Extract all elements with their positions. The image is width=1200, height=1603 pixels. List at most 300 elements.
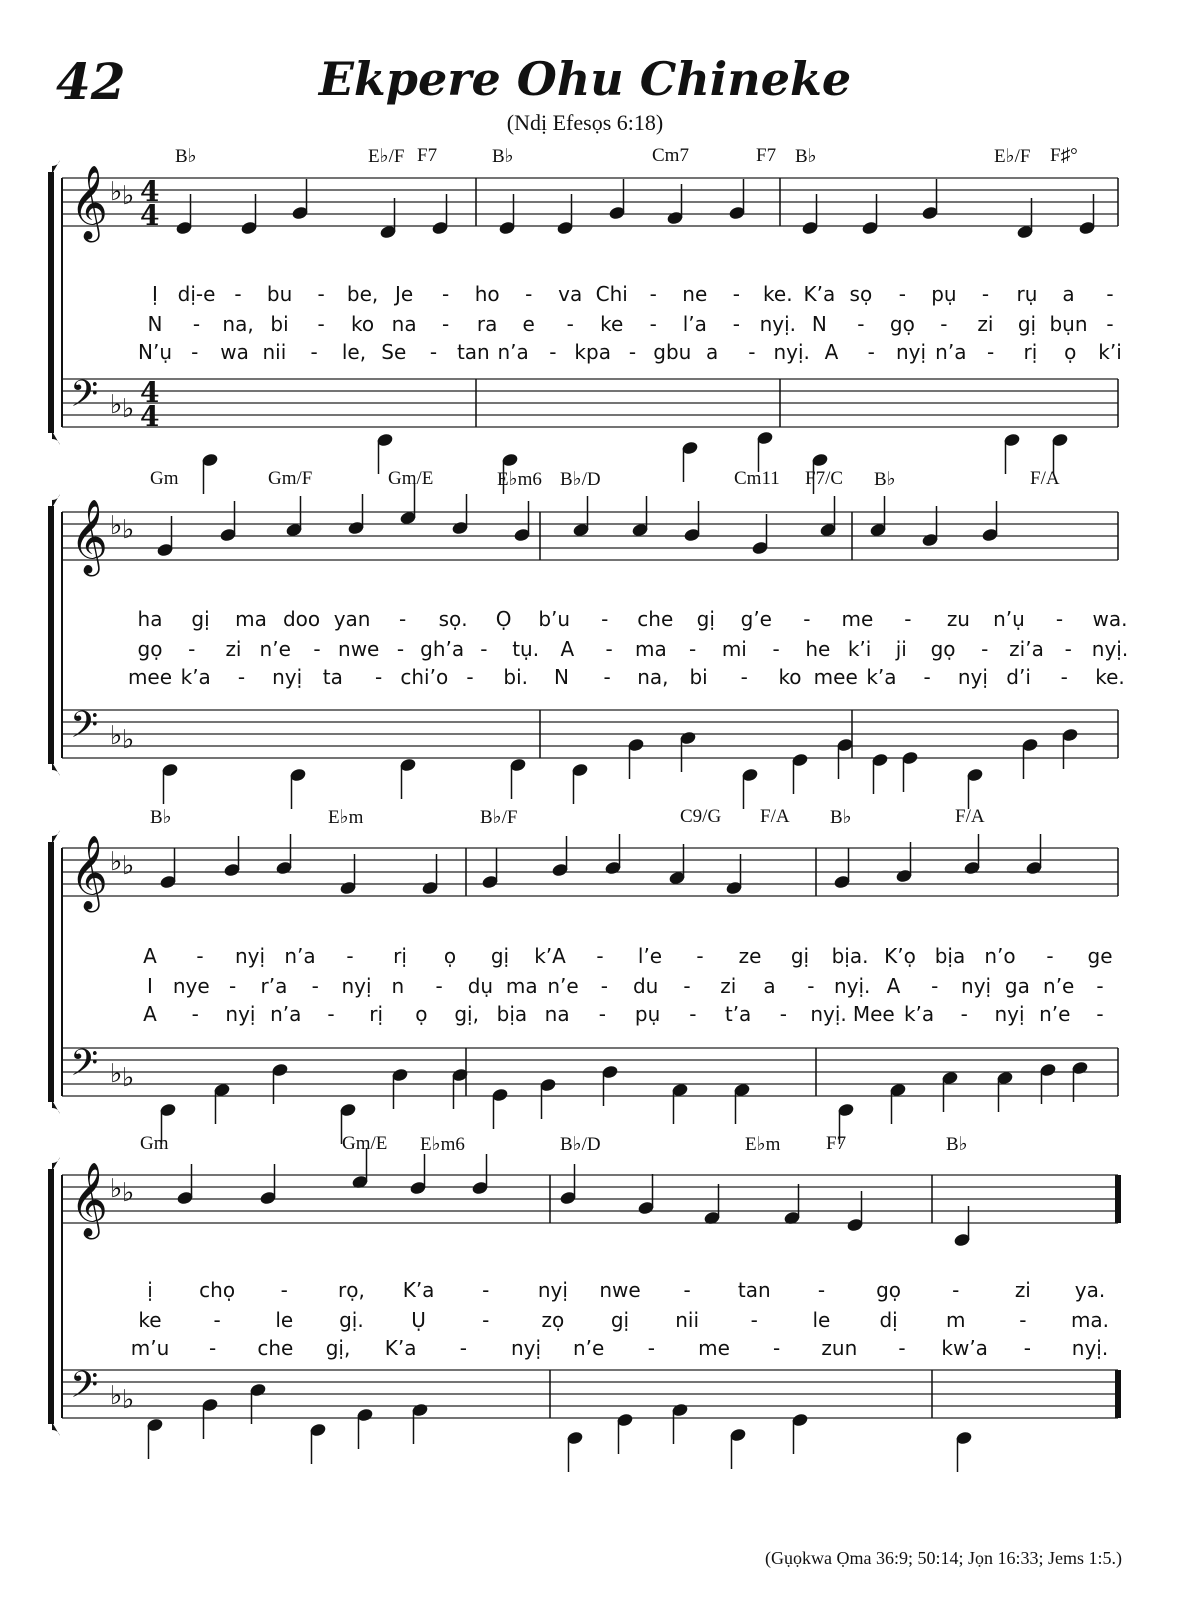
lyric-syllable: - — [732, 312, 740, 336]
lyric-syllable: gọ — [889, 312, 915, 336]
lyric-syllable: - — [1055, 607, 1064, 631]
lyric-syllable: ya. — [1074, 1278, 1106, 1302]
chord-symbol: E♭/F — [994, 146, 1031, 167]
lyric-syllable: - — [696, 944, 704, 968]
lyric-syllable: bịa — [934, 944, 966, 968]
bracket-top — [52, 1157, 60, 1171]
lyric-syllable: Chi — [595, 282, 628, 306]
lyric-syllable: - — [1064, 637, 1072, 661]
lyric-syllable: - — [600, 974, 608, 998]
time-signature-bottom: 4 — [140, 199, 160, 232]
lyric-syllable: - — [649, 282, 657, 306]
lyric-syllable: ma — [235, 607, 267, 631]
lyric-syllable: n’a — [270, 1002, 302, 1026]
lyric-syllable: - — [466, 665, 474, 689]
lyric-syllable: zu — [946, 607, 970, 631]
lyric-syllable: bi — [270, 312, 289, 336]
flat-icon: ♭ — [110, 1059, 123, 1089]
flat-icon: ♭ — [122, 181, 135, 211]
lyric-syllable: - — [482, 1308, 490, 1332]
lyric-syllable: K’a — [384, 1336, 417, 1360]
lyric-syllable: - — [750, 1308, 758, 1332]
lyric-syllable: kpa — [574, 340, 611, 364]
lyric-syllable: he — [805, 637, 831, 661]
lyric-syllable: k’a — [903, 1002, 935, 1026]
lyric-syllable: bi. — [503, 665, 529, 689]
system-bracket — [48, 842, 54, 1102]
chord-symbol: Gm/F — [268, 468, 313, 489]
lyric-syllable: - — [1060, 665, 1068, 689]
bracket-bottom — [52, 1422, 60, 1436]
lyric-syllable: bụn — [1049, 312, 1088, 336]
flat-icon: ♭ — [122, 1063, 135, 1093]
lyric-syllable: - — [981, 637, 989, 661]
lyric-syllable: N — [147, 312, 163, 336]
lyric-syllable: - — [188, 637, 196, 661]
lyric-syllable: zi’a — [1009, 637, 1044, 661]
lyric-syllable: - — [601, 607, 609, 631]
lyric-syllable: - — [683, 1278, 691, 1302]
lyric-syllable: r’a — [260, 974, 288, 998]
lyric-syllable: - — [807, 974, 815, 998]
lyric-syllable: le — [275, 1308, 294, 1332]
lyric-syllable: zọ — [541, 1308, 565, 1332]
chord-symbol: F♯° — [1050, 145, 1078, 166]
lyric-syllable: wa. — [1092, 607, 1128, 631]
lyric-syllable: - — [327, 1002, 335, 1026]
lyric-syllable: ị — [147, 1278, 153, 1302]
lyric-syllable: tan — [737, 1278, 771, 1302]
lyric-syllable: n’e — [547, 974, 579, 998]
lyric-syllable: ọ — [1064, 340, 1077, 364]
lyric-syllable: me — [841, 607, 874, 631]
lyric-syllable: m’u — [130, 1336, 170, 1360]
lyric-syllable: nyị. — [759, 312, 797, 336]
lyric-syllable: ko — [351, 312, 375, 336]
chord-symbol: B♭ — [874, 469, 896, 490]
lyric-syllable: k’A — [534, 944, 566, 968]
lyric-syllable: nyị. — [833, 974, 871, 998]
lyric-syllable: - — [803, 607, 811, 631]
lyric-syllable: - — [196, 944, 204, 968]
system-bracket — [48, 1169, 54, 1424]
treble-clef-icon: 𝄞 — [70, 166, 108, 240]
bracket-top — [52, 830, 60, 844]
lyric-syllable: yan — [333, 607, 371, 631]
chord-symbol: B♭/D — [560, 469, 601, 490]
lyric-syllable: nwe — [338, 637, 380, 661]
time-signature-top: 4 — [140, 175, 160, 208]
chord-symbol: Gm — [140, 1133, 169, 1154]
lyric-syllable: zi — [1014, 1278, 1031, 1302]
lyric-syllable: Mee — [852, 1002, 895, 1026]
lyric-syllable: bịa — [496, 1002, 528, 1026]
lyric-syllable: Je — [395, 282, 414, 306]
lyric-syllable: - — [857, 312, 865, 336]
lyric-syllable: K’ọ — [884, 944, 916, 968]
lyric-syllable: t’a — [724, 1002, 752, 1026]
lyric-syllable: rị — [369, 1002, 384, 1026]
chord-symbol: F/A — [955, 806, 985, 827]
lyric-syllable: kw’a — [941, 1336, 988, 1360]
lyric-syllable: le — [812, 1308, 831, 1332]
system-bracket — [48, 172, 54, 433]
lyric-syllable: ne — [682, 282, 708, 306]
lyric-syllable: - — [442, 312, 450, 336]
lyric-syllable: gị — [610, 1308, 630, 1332]
lyric-syllable: a — [763, 974, 776, 998]
chord-symbol: F7/C — [805, 468, 844, 489]
lyric-syllable: che — [257, 1336, 294, 1360]
chord-symbol: E♭m6 — [420, 1134, 465, 1155]
lyric-syllable: - — [346, 944, 354, 968]
lyric-syllable: gbu — [653, 340, 692, 364]
lyric-syllable: nyị — [272, 665, 303, 689]
lyric-syllable: - — [931, 974, 939, 998]
lyric-syllable: - — [442, 282, 450, 306]
lyric-syllable: va — [558, 282, 583, 306]
lyric-syllable: A — [886, 974, 901, 998]
lyric-syllable: n’e — [1043, 974, 1075, 998]
chord-symbol: F7 — [826, 1133, 847, 1154]
lyric-syllable: pụ — [931, 282, 957, 306]
flat-icon: ♭ — [122, 394, 135, 424]
lyric-syllable: nyị — [537, 1278, 568, 1302]
lyric-syllable: dị-e — [177, 282, 216, 306]
lyric-syllable: K’a — [803, 282, 836, 306]
lyric-syllable: Se — [381, 340, 407, 364]
lyric-syllable: chọ — [199, 1278, 236, 1302]
lyric-syllable: - — [596, 944, 604, 968]
lyric-syllable: dụ — [467, 974, 494, 998]
chord-symbol: E♭m — [745, 1134, 781, 1155]
lyric-syllable: - — [748, 340, 756, 364]
lyric-syllable: - — [1019, 1308, 1027, 1332]
lyric-syllable: gị — [1017, 312, 1037, 336]
lyric-syllable: n’e — [1039, 1002, 1071, 1026]
chord-symbol: Cm11 — [734, 468, 780, 489]
lyric-syllable: be, — [346, 282, 379, 306]
lyric-syllable: rị — [393, 944, 407, 968]
lyric-syllable: - — [280, 1278, 288, 1302]
lyric-syllable: - — [898, 1336, 906, 1360]
lyric-syllable: nwe — [599, 1278, 641, 1302]
lyric-syllable: - — [772, 637, 780, 661]
lyric-syllable: n’o — [984, 944, 1016, 968]
lyric-syllable: - — [317, 282, 325, 306]
flat-icon: ♭ — [110, 721, 123, 751]
chord-symbol: C9/G — [680, 806, 722, 827]
chord-symbol: F/A — [760, 806, 790, 827]
chord-symbol: F7 — [417, 145, 438, 166]
chord-symbol: B♭ — [175, 146, 197, 167]
lyric-syllable: - — [649, 312, 657, 336]
chord-symbol: E♭m6 — [497, 469, 542, 490]
lyric-syllable: ze — [738, 944, 762, 968]
lyric-syllable: ke — [138, 1308, 162, 1332]
lyric-syllable: Ị — [152, 282, 158, 306]
lyric-syllable: ọ — [443, 944, 457, 968]
lyric-syllable: doo — [282, 607, 321, 631]
lyric-syllable: n’a — [497, 340, 529, 364]
bracket-bottom — [52, 431, 60, 445]
lyric-syllable: - — [773, 1336, 781, 1360]
chord-symbol: E♭/F — [368, 146, 405, 167]
lyric-syllable: ma. — [1070, 1308, 1110, 1332]
chord-symbol: Gm/E — [342, 1133, 388, 1154]
lyric-syllable: d’i — [1006, 665, 1031, 689]
lyric-syllable: dị — [879, 1308, 898, 1332]
lyric-syllable: A — [143, 944, 157, 968]
lyric-syllable: pụ — [634, 1002, 661, 1026]
treble-clef-icon: 𝄞 — [70, 500, 108, 574]
lyric-syllable: ji — [895, 637, 907, 661]
lyric-syllable: gị, — [325, 1336, 351, 1360]
flat-icon: ♭ — [122, 851, 135, 881]
lyric-syllable: - — [1096, 974, 1104, 998]
lyric-syllable: - — [209, 1336, 217, 1360]
chord-symbol: B♭ — [492, 146, 514, 167]
lyric-syllable: bu — [266, 282, 293, 306]
lyric-syllable: me — [698, 1336, 730, 1360]
lyric-syllable: nyị — [994, 1002, 1025, 1026]
lyric-syllable: - — [1046, 944, 1054, 968]
lyric-syllable: Ụ — [411, 1308, 426, 1332]
flat-icon: ♭ — [110, 1174, 123, 1204]
lyric-syllable: wa — [220, 340, 249, 364]
lyric-syllable: - — [817, 1278, 826, 1302]
lyric-syllable: rị — [1023, 340, 1038, 364]
lyric-syllable: - — [603, 665, 611, 689]
lyric-syllable: rọ, — [338, 1278, 365, 1302]
lyric-syllable: du — [632, 974, 659, 998]
bracket-top — [52, 494, 60, 508]
lyric-syllable: - — [740, 665, 748, 689]
lyric-syllable: - — [688, 637, 697, 661]
scripture-reference: (Ndị Efesọs 6:18) — [506, 110, 664, 135]
lyric-syllable: na — [544, 1002, 570, 1026]
lyric-syllable: - — [940, 312, 948, 336]
lyric-syllable: - — [228, 974, 237, 998]
lyric-syllable: n’a — [284, 944, 316, 968]
lyric-syllable: - — [435, 974, 443, 998]
lyric-syllable: - — [317, 312, 325, 336]
lyric-syllable: nyị. — [1071, 1336, 1109, 1360]
lyric-syllable: gọ — [930, 637, 956, 661]
lyric-syllable: nyị — [896, 340, 927, 364]
lyric-syllable: gị — [696, 607, 715, 631]
chord-symbol: B♭ — [150, 807, 172, 828]
lyric-syllable: nyị — [957, 665, 988, 689]
lyric-syllable: N’ụ — [138, 340, 172, 364]
lyric-syllable: ke — [600, 312, 624, 336]
lyric-syllable: - — [399, 607, 407, 631]
lyric-syllable: tan — [456, 340, 490, 364]
lyric-syllable: ke. — [1095, 665, 1125, 689]
lyric-syllable: - — [904, 607, 912, 631]
hymn-number: 42 — [56, 52, 126, 111]
chord-symbol: B♭ — [830, 807, 852, 828]
lyric-syllable: - — [683, 974, 691, 998]
lyric-syllable: - — [923, 665, 931, 689]
lyric-syllable: gọ — [876, 1278, 902, 1302]
lyric-syllable: zi — [225, 637, 242, 661]
lyric-syllable: l’a — [682, 312, 707, 336]
lyric-syllable: nyị — [510, 1336, 542, 1360]
lyric-syllable: sọ — [849, 282, 873, 306]
lyric-syllable: n’ụ — [993, 607, 1025, 631]
lyric-syllable: b’u — [538, 607, 571, 631]
lyric-syllable: - — [192, 312, 201, 336]
lyric-syllable: mi — [721, 637, 747, 661]
lyric-syllable: che — [637, 607, 674, 631]
flat-icon: ♭ — [110, 1381, 123, 1411]
lyric-syllable: - — [598, 1002, 606, 1026]
lyric-syllable: - — [960, 1002, 968, 1026]
treble-clef-icon: 𝄞 — [70, 1163, 108, 1237]
lyric-syllable: - — [689, 1002, 697, 1026]
chord-symbol: B♭ — [795, 146, 817, 167]
lyric-syllable: zi — [977, 312, 994, 336]
lyric-syllable: - — [374, 665, 383, 689]
lyric-syllable: e — [522, 312, 535, 336]
chord-symbol: Gm — [150, 468, 179, 489]
lyric-syllable: - — [647, 1336, 655, 1360]
flat-icon: ♭ — [122, 1178, 135, 1208]
lyric-syllable: gị — [191, 607, 210, 631]
system-bracket — [48, 506, 54, 764]
lyric-syllable: A — [560, 637, 575, 661]
lyric-syllable: mee — [813, 665, 858, 689]
lyric-syllable: - — [191, 1002, 199, 1026]
lyric-syllable: A — [824, 340, 839, 364]
lyric-syllable: ma — [505, 974, 538, 998]
lyric-syllable: ọ — [415, 1002, 428, 1026]
bracket-bottom — [52, 1100, 60, 1114]
lyric-syllable: ha — [137, 607, 163, 631]
lyric-syllable: nyị — [225, 1002, 256, 1026]
chord-symbol: Cm7 — [652, 145, 689, 166]
lyric-syllable: K’a — [402, 1278, 435, 1302]
lyric-syllable: nii — [675, 1308, 700, 1332]
lyric-syllable: - — [628, 340, 637, 364]
lyric-syllable: bi — [689, 665, 708, 689]
lyric-syllable: sọ. — [438, 607, 468, 631]
lyric-syllable: - — [396, 637, 405, 661]
lyric-syllable: zun — [821, 1336, 858, 1360]
lyric-syllable: - — [732, 282, 740, 306]
time-signature-top: 4 — [140, 376, 160, 409]
bass-clef-icon: 𝄢 — [70, 704, 99, 755]
lyric-syllable: mee — [127, 665, 173, 689]
chord-symbol: F/A — [1030, 468, 1060, 489]
lyric-syllable: - — [234, 282, 242, 306]
time-signature-bottom: 4 — [140, 400, 160, 433]
lyric-syllable: gị, — [454, 1002, 479, 1026]
lyric-syllable: nyị — [961, 974, 992, 998]
lyric-syllable: rụ — [1016, 282, 1038, 306]
lyric-syllable: k’a — [180, 665, 211, 689]
lyric-syllable: - — [898, 282, 906, 306]
lyric-syllable: tụ. — [512, 637, 540, 661]
flat-icon: ♭ — [122, 515, 135, 545]
bracket-top — [52, 160, 60, 174]
bass-clef-icon: 𝄢 — [70, 1042, 99, 1093]
lyric-syllable: a — [1062, 282, 1075, 306]
lyric-syllable: nyị — [341, 974, 372, 998]
lyric-syllable: ko — [778, 665, 802, 689]
lyric-syllable: - — [1106, 312, 1114, 336]
lyric-syllable: bịa. — [831, 944, 869, 968]
lyric-syllable: - — [1106, 282, 1114, 306]
lyric-syllable: nyị. — [1091, 637, 1129, 661]
lyric-syllable: - — [1096, 1002, 1104, 1026]
flat-icon: ♭ — [122, 1385, 135, 1415]
lyric-syllable: ho — [474, 282, 500, 306]
lyric-syllable: - — [605, 637, 613, 661]
lyric-syllable: nyị. — [773, 340, 810, 364]
lyric-syllable: nii — [262, 340, 287, 364]
lyric-syllable: - — [237, 665, 246, 689]
lyric-syllable: chi’o — [400, 665, 449, 689]
lyric-syllable: - — [525, 282, 533, 306]
lyric-syllable: zi — [720, 974, 737, 998]
chord-symbol: B♭ — [946, 1134, 968, 1155]
lyric-syllable: - — [482, 1278, 490, 1302]
lyric-syllable: na, — [637, 665, 669, 689]
flat-icon: ♭ — [110, 177, 123, 207]
lyric-syllable: n’e — [259, 637, 291, 661]
bass-clef-icon: 𝄢 — [70, 1364, 99, 1415]
flat-icon: ♭ — [110, 390, 123, 420]
lyric-syllable: le, — [341, 340, 367, 364]
chord-symbol: B♭/D — [560, 1134, 601, 1155]
chord-symbol: B♭/F — [480, 807, 518, 828]
footer-references: (Gụọkwa Ọma 36:9; 50:14; Jọn 16:33; Jems 1:5.) — [765, 1548, 1122, 1568]
lyric-syllable: ke. — [763, 282, 793, 306]
lyric-syllable: gị — [790, 944, 810, 968]
flat-icon: ♭ — [122, 725, 135, 755]
lyric-syllable: - — [213, 1308, 221, 1332]
lyric-syllable: l’e — [637, 944, 663, 968]
lyric-syllable: - — [981, 282, 990, 306]
lyric-syllable: - — [191, 340, 199, 364]
lyric-syllable: ra — [476, 312, 498, 336]
chord-symbol: Gm/E — [388, 468, 434, 489]
chord-symbol: F7 — [756, 145, 777, 166]
lyric-syllable: a — [705, 340, 719, 364]
lyric-syllable: gị. — [339, 1308, 364, 1332]
lyric-syllable: N — [553, 665, 569, 689]
lyric-syllable: n — [391, 974, 405, 998]
lyric-syllable: ge — [1087, 944, 1113, 968]
lyric-syllable: ta — [322, 665, 343, 689]
lyric-syllable: nyị. — [810, 1002, 847, 1026]
lyric-syllable: gh’a — [420, 637, 465, 661]
lyric-syllable: g’e — [740, 607, 772, 631]
lyric-syllable: - — [566, 312, 574, 336]
lyric-syllable: Ọ — [495, 607, 512, 631]
lyric-syllable: na, — [222, 312, 254, 336]
lyric-syllable: - — [310, 340, 318, 364]
lyric-syllable: n’e — [572, 1336, 605, 1360]
lyric-syllable: - — [867, 340, 875, 364]
lyric-syllable: - — [1023, 1336, 1031, 1360]
lyric-syllable: - — [987, 340, 995, 364]
chord-symbol: E♭m — [328, 807, 364, 828]
flat-icon: ♭ — [110, 511, 123, 541]
lyric-syllable: k’i — [1098, 340, 1122, 364]
